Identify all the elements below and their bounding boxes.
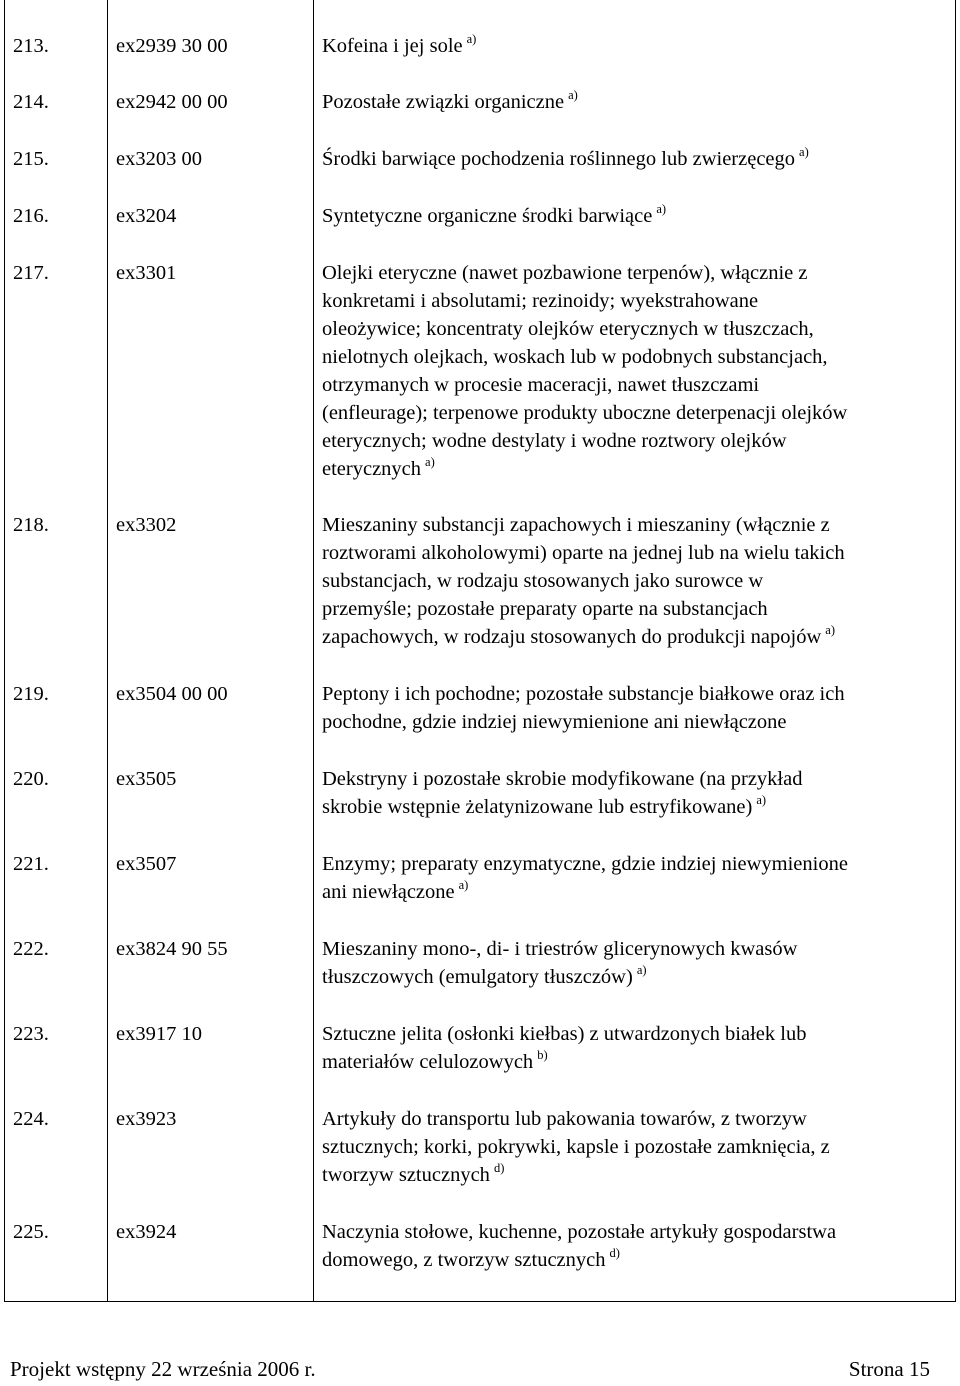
description-line — [322, 371, 950, 399]
footnote-marker: a) — [825, 623, 835, 637]
row-number: 213. — [13, 35, 49, 57]
description-text: oleożywice; koncentraty olejków eterycznych w tłuszczach, — [322, 318, 814, 340]
description-line — [322, 455, 950, 485]
column-divider-1 — [107, 0, 108, 1302]
cn-code: ex3504 00 00 — [116, 683, 228, 705]
cn-code: ex3203 00 — [116, 148, 202, 170]
cn-code: ex3505 — [116, 768, 177, 790]
footnote-marker: b) — [537, 1048, 548, 1062]
footer-draft-date: Projekt wstępny 22 września 2006 r. — [10, 1357, 316, 1381]
description-line — [322, 878, 950, 908]
cn-code: ex3923 — [116, 1108, 177, 1130]
description-text: ani niewłączone — [322, 881, 455, 903]
description-text: pochodne, gdzie indziej niewymienione ani niewłączone — [322, 711, 787, 733]
description-line — [322, 708, 950, 736]
description-text: Kofeina i jej sole — [322, 35, 463, 57]
description-text: Olejki eteryczne (nawet pozbawione terpenów), włącznie z — [322, 262, 808, 284]
row-number: 216. — [13, 205, 49, 227]
column-divider-2 — [313, 0, 314, 1302]
cn-code: ex3824 90 55 — [116, 938, 228, 960]
row-number: 219. — [13, 683, 49, 705]
tariff-table — [4, 0, 956, 1302]
description-line — [322, 1133, 950, 1161]
description-text: nielotnych olejkach, woskach lub w podobnych substancjach, — [322, 346, 828, 368]
footnote-marker: a) — [466, 32, 477, 46]
description-line — [322, 427, 950, 455]
description-text: Sztuczne jelita (osłonki kiełbas) z utwardzonych białek lub — [322, 1023, 807, 1045]
cn-code: ex3924 — [116, 1221, 177, 1243]
description-text: otrzymanych w procesie maceracji, nawet tłuszczami — [322, 374, 760, 396]
row-number: 222. — [13, 938, 49, 960]
row-number: 218. — [13, 514, 49, 536]
goods-description — [322, 935, 950, 993]
description-text: zapachowych, w rodzaju stosowanych do produkcji napojów — [322, 626, 822, 648]
description-text: Enzymy; preparaty enzymatyczne, gdzie indziej niewymienione — [322, 853, 848, 875]
row-number: 220. — [13, 768, 49, 790]
description-line — [322, 850, 950, 878]
row-number: 223. — [13, 1023, 49, 1045]
goods-description — [322, 511, 950, 653]
description-line — [322, 963, 950, 993]
description-line — [322, 1161, 950, 1191]
description-line — [322, 315, 950, 343]
goods-description — [322, 145, 950, 175]
description-line — [322, 88, 950, 118]
description-text: skrobie wstępnie żelatynizowane lub estryfikowane) — [322, 796, 753, 818]
description-line — [322, 1020, 950, 1048]
description-line — [322, 1246, 950, 1276]
description-line — [322, 623, 950, 653]
description-text: sztucznych; korki, pokrywki, kapsle i pozostałe zamknięcia, z — [322, 1136, 830, 1158]
description-text: Dekstryny i pozostałe skrobie modyfikowane (na przykład — [322, 768, 803, 790]
description-line — [322, 1105, 950, 1133]
cn-code: ex3917 10 — [116, 1023, 202, 1045]
footnote-marker: a) — [656, 202, 667, 216]
description-line — [322, 202, 950, 232]
description-line — [322, 567, 950, 595]
description-text: Mieszaniny substancji zapachowych i mieszaniny (włącznie z — [322, 514, 830, 536]
goods-description — [322, 680, 950, 736]
description-line — [322, 259, 950, 287]
row-number: 215. — [13, 148, 49, 170]
description-line — [322, 1048, 950, 1078]
cn-code: ex2942 00 00 — [116, 91, 228, 113]
description-text: Mieszaniny mono-, di- i triestrów glicerynowych kwasów — [322, 938, 798, 960]
goods-description — [322, 259, 950, 485]
goods-description — [322, 1218, 950, 1276]
description-line — [322, 145, 950, 175]
description-line — [322, 32, 950, 62]
description-text: (enfleurage); terpenowe produkty uboczne deterpenacji olejków — [322, 402, 848, 424]
description-text: eterycznych — [322, 458, 422, 480]
description-line — [322, 343, 950, 371]
goods-description — [322, 1020, 950, 1078]
goods-description — [322, 88, 950, 118]
description-line — [322, 935, 950, 963]
footnote-marker: d) — [609, 1246, 620, 1260]
goods-description — [322, 850, 950, 908]
footnote-marker: a) — [425, 455, 435, 469]
description-text: Środki barwiące pochodzenia roślinnego lub zwierzęcego — [322, 148, 796, 170]
cn-code: ex3204 — [116, 205, 177, 227]
row-number: 221. — [13, 853, 49, 875]
cn-code: ex3301 — [116, 262, 177, 284]
row-number: 224. — [13, 1108, 49, 1130]
row-number: 217. — [13, 262, 49, 284]
description-line — [322, 399, 950, 427]
goods-description — [322, 202, 950, 232]
cn-code: ex3302 — [116, 514, 177, 536]
goods-description — [322, 32, 950, 62]
description-text: przemyśle; pozostałe preparaty oparte na substancjach — [322, 598, 768, 620]
description-text: Syntetyczne organiczne środki barwiące — [322, 205, 653, 227]
description-text: materiałów celulozowych — [322, 1051, 534, 1073]
description-line — [322, 680, 950, 708]
description-text: tłuszczowych (emulgatory tłuszczów) — [322, 966, 633, 988]
description-line — [322, 793, 950, 823]
description-line — [322, 1218, 950, 1246]
description-text: substancjach, w rodzaju stosowanych jako surowce w — [322, 570, 764, 592]
description-line — [322, 539, 950, 567]
goods-description — [322, 1105, 950, 1191]
footnote-marker: a) — [458, 878, 469, 892]
cn-code: ex2939 30 00 — [116, 35, 228, 57]
description-line — [322, 511, 950, 539]
footnote-marker: a) — [636, 963, 647, 977]
description-text: roztworami alkoholowymi) oparte na jednej lub na wielu takich — [322, 542, 845, 564]
description-text: Naczynia stołowe, kuchenne, pozostałe artykuły gospodarstwa — [322, 1221, 837, 1243]
description-line — [322, 765, 950, 793]
row-number: 225. — [13, 1221, 49, 1243]
footnote-marker: a) — [756, 793, 767, 807]
description-line — [322, 595, 950, 623]
footer-page-number: Strona 15 — [848, 1357, 930, 1381]
description-text: eterycznych; wodne destylaty i wodne roztwory olejków — [322, 430, 787, 452]
description-line — [322, 287, 950, 315]
description-text: domowego, z tworzyw sztucznych — [322, 1249, 606, 1271]
description-text: Pozostałe związki organiczne — [322, 91, 565, 113]
row-number: 214. — [13, 91, 49, 113]
description-text: Artykuły do transportu lub pakowania towarów, z tworzyw — [322, 1108, 807, 1130]
footnote-marker: d) — [493, 1161, 505, 1175]
footnote-marker: a) — [799, 145, 809, 159]
description-text: tworzyw sztucznych — [322, 1164, 490, 1186]
description-text: konkretami i absolutami; rezinoidy; wyekstrahowane — [322, 290, 759, 312]
cn-code: ex3507 — [116, 853, 177, 875]
description-text: Peptony i ich pochodne; pozostałe substancje białkowe oraz ich — [322, 683, 845, 705]
goods-description — [322, 765, 950, 823]
footnote-marker: a) — [568, 88, 578, 102]
